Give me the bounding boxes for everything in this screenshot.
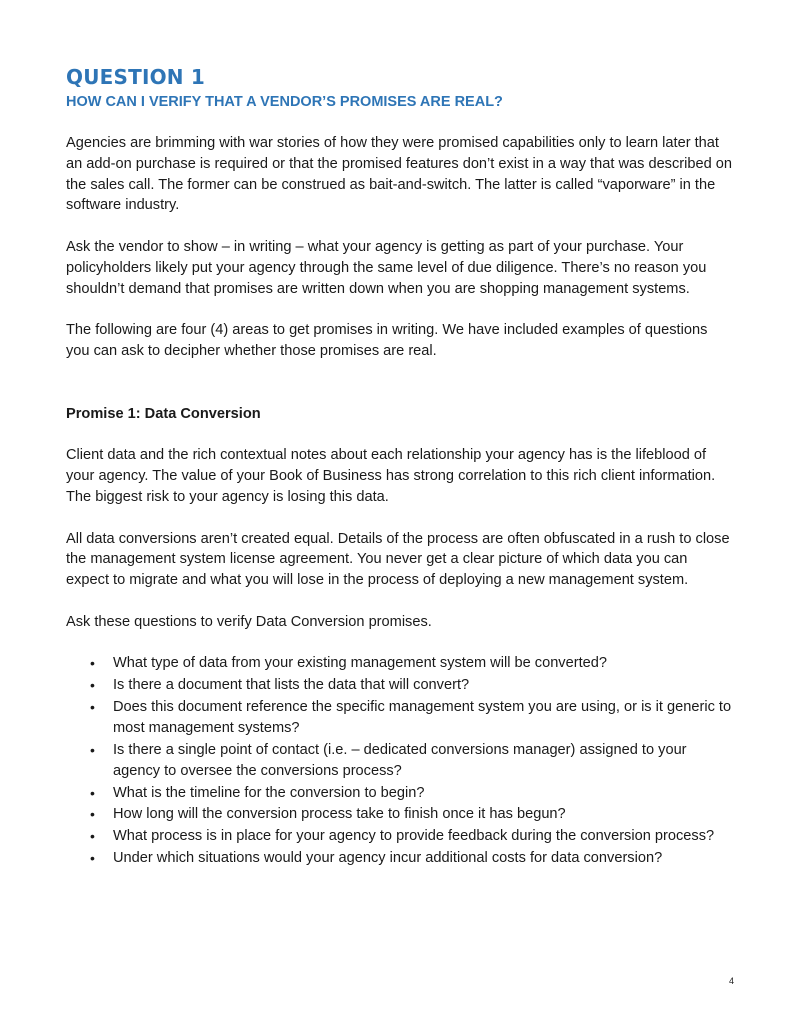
question-title: QUESTION 1 <box>66 65 206 89</box>
bullet-icon: • <box>90 806 95 823</box>
questions-list <box>66 653 734 869</box>
promise-heading: Promise 1: Data Conversion <box>66 405 261 422</box>
page-number: 4 <box>728 976 734 986</box>
page-content <box>66 64 734 869</box>
intro-paragraph: The following are four (4) areas to get promises in writing. We have included examples of questions you can ask to decipher whether those promises are real. <box>66 322 708 359</box>
list-item <box>66 804 734 826</box>
bullet-icon: • <box>90 849 95 866</box>
question-text: Does this document reference the specific management system you are using, or is it generic to most management systems? <box>113 698 732 737</box>
promise-paragraph: Client data and the rich contextual notes about each relationship your agency has is the lifeblood of your agency. The value of your Book of Business has strong correlation to this rich client information. The biggest risk to your agency is losing this data. <box>66 447 716 505</box>
bullet-icon: • <box>90 676 95 693</box>
intro-paragraph: Ask the vendor to show – in writing – what your agency is getting as part of your purchase. Your policyholders likely put your agency through the same level of due diligence. There’s no reason you shouldn’t demand that promises are written down when you are shopping management systems. <box>66 238 707 297</box>
question-text: What process is in place for your agency to provide feedback during the conversion process? <box>113 828 715 845</box>
list-item <box>66 653 734 675</box>
list-item <box>66 826 734 848</box>
list-item <box>66 848 734 870</box>
question-text: Under which situations would your agency incur additional costs for data conversion? <box>113 849 663 866</box>
intro-paragraph: Agencies are brimming with war stories of how they were promised capabilities only to learn later that an add-on purchase is required or that the promised features don’t exist in a way that was described on the sales call. The former can be construed as bait-and-switch. The latter is called “vaporware” in the software industry. <box>66 135 733 214</box>
question-text: How long will the conversion process take to finish once it has begun? <box>113 806 566 823</box>
promise-paragraph: Ask these questions to verify Data Conversion promises. <box>66 613 432 630</box>
list-item <box>66 783 734 805</box>
list-item <box>66 697 734 740</box>
bullet-icon: • <box>90 698 95 715</box>
promise-paragraph: All data conversions aren’t created equal. Details of the process are often obfuscated in a rush to close the management system license agreement. You never get a clear picture of which data you can expect to migrate and what you will lose in the process of deploying a new management system. <box>66 530 730 589</box>
bullet-icon: • <box>90 655 95 672</box>
question-text: Is there a document that lists the data that will convert? <box>113 676 470 693</box>
list-item <box>66 675 734 697</box>
bullet-icon: • <box>90 784 95 801</box>
question-subtitle: HOW CAN I VERIFY THAT A VENDOR’S PROMISES ARE REAL? <box>66 94 503 110</box>
list-item <box>66 740 734 783</box>
question-text: What type of data from your existing management system will be converted? <box>113 655 607 672</box>
question-text: Is there a single point of contact (i.e. – dedicated conversions manager) assigned to your agency to oversee the conversions process? <box>113 741 687 780</box>
bullet-icon: • <box>90 828 95 845</box>
bullet-icon: • <box>90 741 95 758</box>
question-text: What is the timeline for the conversion to begin? <box>113 784 425 801</box>
